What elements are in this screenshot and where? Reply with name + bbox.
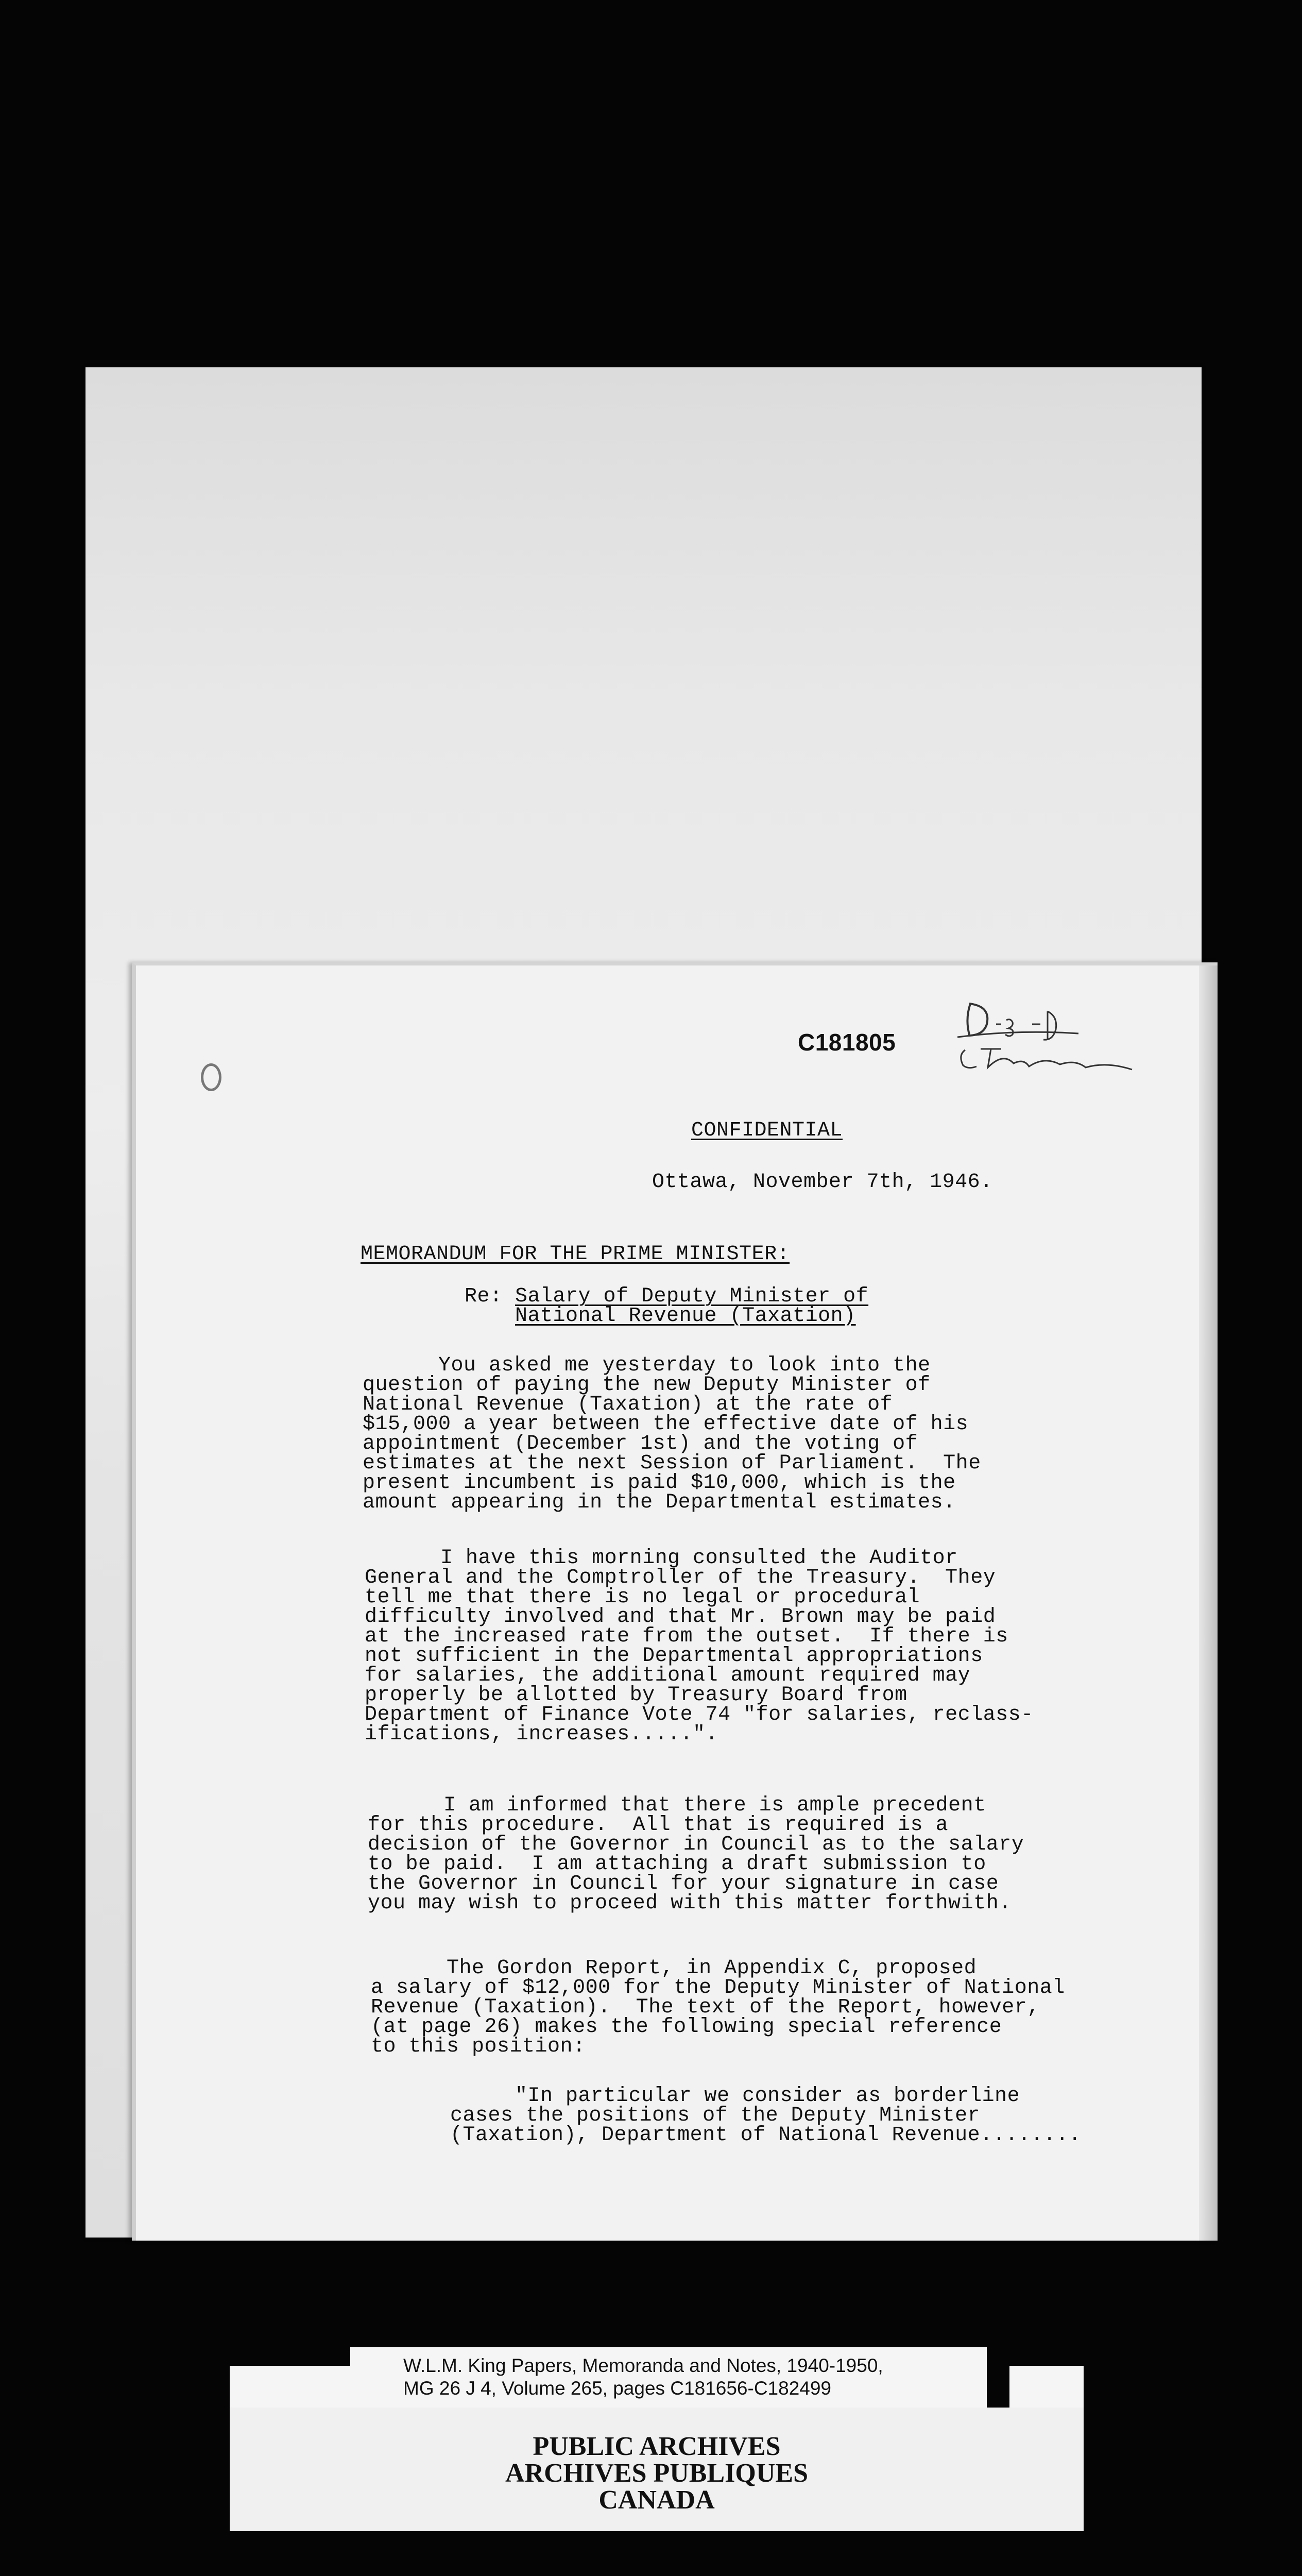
dateline: Ottawa, November 7th, 1946.: [652, 1171, 993, 1194]
text-line: I have this morning consulted the Auditor: [365, 1547, 958, 1570]
stamp-line-2: ARCHIVES PUBLIQUES: [505, 2459, 809, 2488]
page-edge: [1199, 965, 1218, 2241]
text-line: to be paid. I am attaching a draft submission to: [368, 1853, 986, 1876]
label-tab-left: [230, 2366, 350, 2408]
archive-stamp: [230, 2408, 1084, 2531]
document-number: C181805: [798, 1029, 896, 1056]
text-line: (Taxation), Department of National Revenue........: [450, 2124, 1082, 2147]
text-line: appointment (December 1st) and the voting of: [363, 1432, 918, 1455]
text-line: The Gordon Report, in Appendix C, proposed: [371, 1957, 977, 1980]
text-line: question of paying the new Deputy Minister of: [363, 1374, 931, 1397]
text-line: decision of the Governor in Council as to the salary: [368, 1833, 1024, 1856]
text-line: to this position:: [371, 2035, 586, 2058]
text-line: at the increased rate from the outset. If there is: [365, 1625, 1008, 1648]
text-line: amount appearing in the Departmental estimates.: [363, 1491, 956, 1514]
text-line: cases the positions of the Deputy Minister: [450, 2104, 981, 2127]
text-line: present incumbent is paid $10,000, which is the: [363, 1471, 956, 1495]
handwritten-annotation: [955, 988, 1243, 1076]
stamp-line-3: CANADA: [598, 2485, 715, 2515]
text-line: you may wish to proceed with this matter forthwith.: [368, 1892, 1012, 1915]
text-line: Department of Finance Vote 74 "for salaries, reclass-: [365, 1703, 1034, 1726]
text-line: General and the Comptroller of the Treasury. They: [365, 1566, 996, 1589]
text-line: "In particular we consider as borderline: [515, 2084, 1020, 2108]
stamp-line-1: PUBLIC ARCHIVES: [533, 2432, 781, 2461]
archive-label-line-2: MG 26 J 4, Volume 265, pages C181656-C182499: [403, 2378, 832, 2399]
subject-line-1: Salary of Deputy Minister of: [515, 1285, 869, 1308]
text-line: for salaries, the additional amount required may: [365, 1664, 971, 1687]
text-line: $15,000 a year between the effective date of his: [363, 1413, 969, 1436]
archive-reference-label: [350, 2347, 987, 2408]
text-line: properly be allotted by Treasury Board from: [365, 1684, 907, 1707]
text-line: difficulty involved and that Mr. Brown may be paid: [365, 1605, 996, 1629]
label-tab-right: [1009, 2366, 1084, 2408]
archive-label-line-1: W.L.M. King Papers, Memoranda and Notes, 1940-1950,: [403, 2355, 883, 2376]
archive-label-text: [403, 2354, 883, 2400]
text-line: National Revenue (Taxation) at the rate of: [363, 1393, 893, 1416]
text-line: I am informed that there is ample precedent: [368, 1794, 986, 1817]
memo-addressee: MEMORANDUM FOR THE PRIME MINISTER:: [361, 1243, 790, 1266]
re-label: Re:: [465, 1285, 503, 1308]
punch-hole: [201, 1063, 221, 1091]
text-line: You asked me yesterday to look into the: [363, 1354, 931, 1377]
subject-line-2: National Revenue (Taxation): [515, 1304, 856, 1328]
text-line: estimates at the next Session of Parliament. The: [363, 1452, 981, 1475]
text-line: tell me that there is no legal or procedural: [365, 1586, 920, 1609]
text-line: a salary of $12,000 for the Deputy Minister of National: [371, 1976, 1065, 1999]
text-line: not sufficient in the Departmental appropriations: [365, 1645, 983, 1668]
text-line: (at page 26) makes the following special reference: [371, 2015, 1002, 2039]
memo-page: [132, 962, 1218, 2241]
text-line: for this procedure. All that is required is a: [368, 1814, 949, 1837]
handwritten-note-text: D 18-D (Taxation): [955, 988, 961, 989]
text-line: the Governor in Council for your signature in case: [368, 1872, 999, 1895]
text-line: Revenue (Taxation). The text of the Report, however,: [371, 1996, 1040, 2019]
text-line: ifications, increases.....".: [365, 1723, 718, 1746]
classification: CONFIDENTIAL: [691, 1119, 843, 1142]
